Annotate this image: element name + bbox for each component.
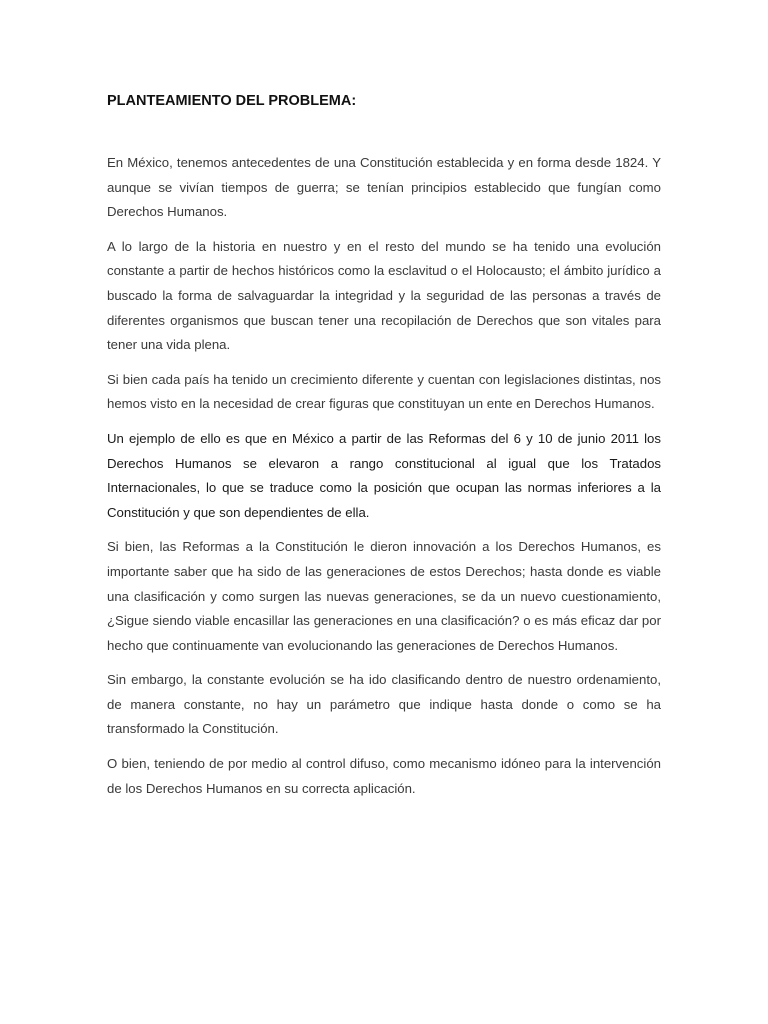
paragraph-evolucion-historica: A lo largo de la historia en nuestro y en el resto del mundo se ha tenido una evolución constante a partir de hechos históricos como la esclavitud o el Holocausto; el ámbito jurídico a buscado la forma de salvaguardar la integridad y la seguridad de las personas a través de diferentes organismos que buscan tener una recopilación de Derechos que son vitales para tener una vida plena. bbox=[107, 238, 661, 353]
document-title: PLANTEAMIENTO DEL PROBLEMA: bbox=[107, 93, 357, 109]
document-body bbox=[107, 92, 661, 811]
paragraph-reformas-2011: Un ejemplo de ello es que en México a partir de las Reformas del 6 y 10 de junio 2011 los Derechos Humanos se elevaron a rango constitucional al igual que los Tratados Internacionales, lo que se traduce como la posición que ocupan las normas inferiores a la Constitución y que son dependientes de ella. bbox=[107, 430, 661, 520]
paragraph-legislaciones: Si bien cada país ha tenido un crecimiento diferente y cuentan con legislaciones distintas, nos hemos visto en la necesidad de crear figuras que constituyan un ente en Derechos Humanos. bbox=[107, 371, 661, 412]
paragraph-constitucion-1824: En México, tenemos antecedentes de una Constitución establecida y en forma desde 1824. Y aunque se vivían tiempos de guerra; se tenían principios establecido que fungían como Derechos Humanos. bbox=[107, 155, 661, 220]
paragraph-generaciones: Si bien, las Reformas a la Constitución le dieron innovación a los Derechos Humanos, es importante saber que ha sido de las generaciones de estos Derechos; hasta donde es viable una clasificación y como surgen las nuevas generaciones, se da un nuevo cuestionamiento, ¿Sigue siendo viable encasillar las generaciones en una clasificación? o es más eficaz dar por hecho que continuamente van evolucionando las generaciones de Derechos Humanos. bbox=[107, 539, 661, 653]
paragraph-control-difuso: O bien, teniendo de por medio al control difuso, como mecanismo idóneo para la intervención de los Derechos Humanos en su correcta aplicación. bbox=[107, 756, 661, 796]
paragraph-evolucion-constante: Sin embargo, la constante evolución se ha ido clasificando dentro de nuestro ordenamiento, de manera constante, no hay un parámetro que indique hasta donde o como se ha transformado la Constitución. bbox=[107, 672, 661, 737]
